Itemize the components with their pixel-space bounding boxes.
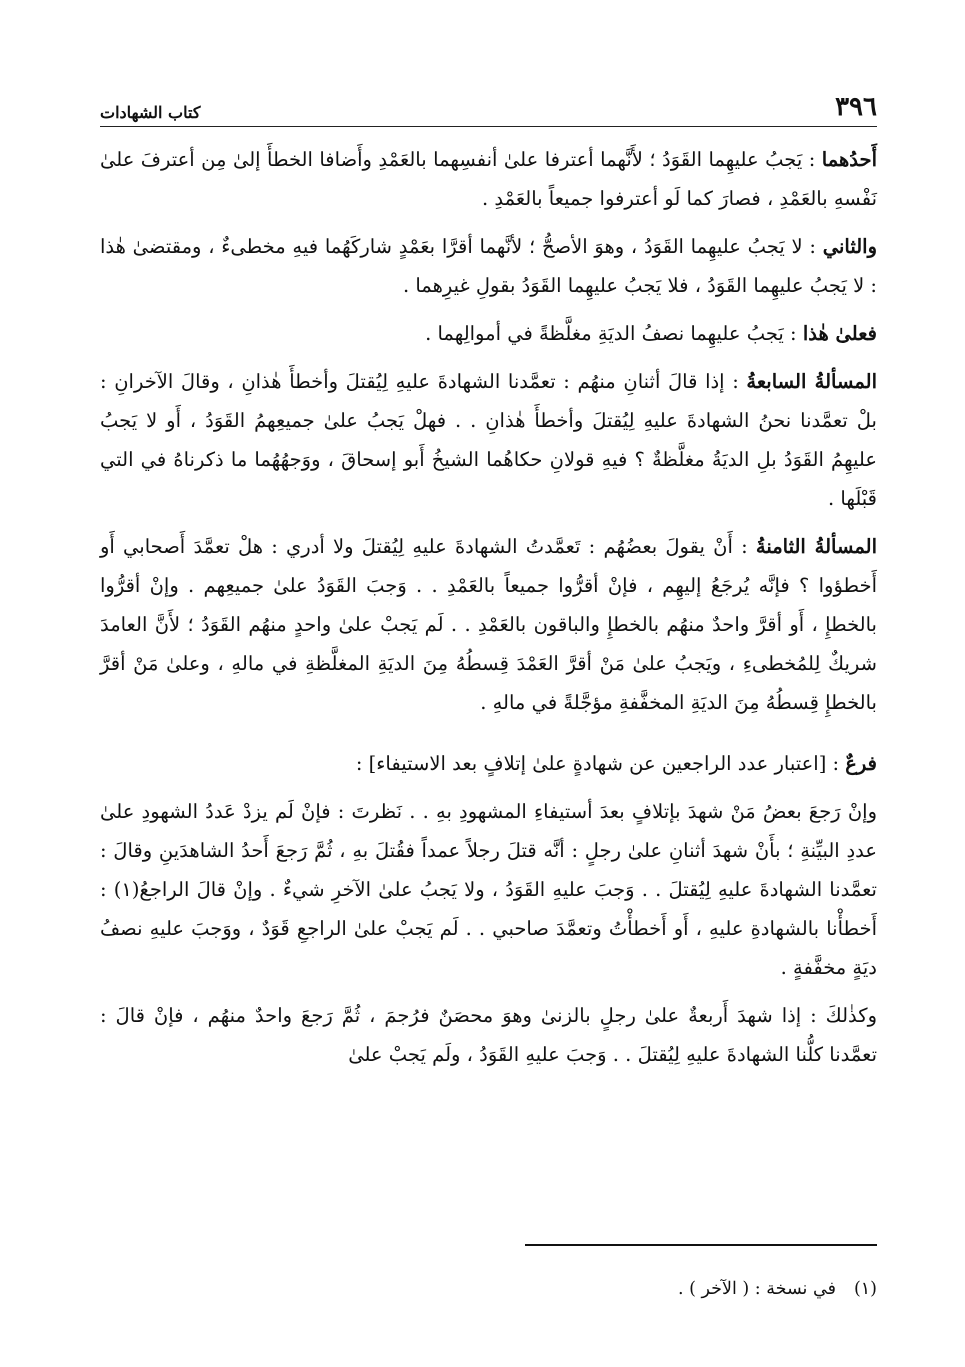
paragraph-text: وإنْ رَجعَ بعضُ مَنْ شهدَ بإتلافٍ بعدَ أستيفاءِ المشهودِ بهِ . . نَظرتَ : فإنْ لَم يزدْ عَددُ الشهودِ علىٰ عددِ البيِّنةِ ؛ بأَنْ شهدَ أثنانِ علىٰ رجلٍ : أنَّه قتلَ رجلاً عمداً فقُتلَ بهِ ، ثُمَّ رَجعَ أَحدُ الشاهدَينِ وقالَ : تعمَّدنا الشهادةَ عليهِ لِيُقتلَ . . وَجبَ عليهِ القَوَدُ ، ولا يَجبُ علىٰ الآخرِ شيءٌ . وإنْ قالَ الراجعُ(١) : أَخطأْنا بالشهادةِ عليهِ ، أَو أَخطأْتُ وتعمَّدَ صاحبي . . لَم يَجبْ علىٰ الراجعِ قَوَدٌ ، ووَجبَ عليهِ نصفُ ديَةٍ مخفَّفةٍ . [100,800,877,979]
paragraph [100,140,877,218]
paragraph-lead: أَحدُهما [821,148,877,171]
running-title: كتاب الشهادات [100,103,201,122]
paragraph-text: وكذٰلكَ : إذا شهدَ أَربعةٌ علىٰ رجلٍ بالزنىٰ وهوَ محصَنٌ فرُجمَ ، ثُمَّ رَجعَ واحدٌ منهُم ، فإنْ قالَ : تعمَّدنا كلُّنا الشهادةَ عليهِ لِيُقتلَ . . وَجبَ عليهِ القَوَدُ ، ولَم يَجبْ علىٰ [100,1004,877,1066]
paragraph-lead: المسألةُ السابعةُ [746,370,877,393]
main-text [100,140,877,1083]
page-header [100,86,877,122]
paragraph-text: : يَجبُ عليهِما القَوَدُ ؛ لأَنَّهما أعترفا علىٰ أنفسِهما بالعَمْدِ وأَضافا الخطأَ إلىٰ مِن أعترفَ علىٰ نَفْسهِ بالعَمْدِ ، فصارَ كما لَو أعترفوا جميعاً بالعَمْدِ . [100,148,877,210]
paragraph-lead: فرعٌ [845,752,877,775]
paragraph-text: : يَجبُ عليهِما نصفُ الديَةِ مغلَّظةً في أموالِهما . [425,322,803,345]
book-page [100,0,877,1367]
paragraph-text: : إذا قالَ أثنانِ منهُم : تعمَّدنا الشهادةَ عليهِ لِيُقتلَ وأخطأَ هٰذانِ ، وقالَ الآخرانِ : بلْ تعمَّدنا نحنُ الشهادةَ عليهِ لِيُقتلَ وأخطأَ هٰذانِ . . فهلْ يَجبُ علىٰ جميعِهمُ القَوَدُ ، أَو لا يَجبُ عليهِمُ القَوَدُ بلِ الديَةُ مغلَّظةٌ ؟ فيهِ قولانِ حكاهُما الشيخُ أَبو إسحاقَ ، ووَجهُهُما ما ذكرناهُ في التي قَبْلَها . [100,370,877,510]
paragraph-text: : أَنْ يقولَ بعضُهُم : تَعمَّدتُ الشهادةَ عليهِ لِيُقتلَ ولا أدري : هلْ تعمَّدَ أَصحابي أَو أَخطؤوا ؟ فإنَّه يُرجَعُ إليهِم ، فإنْ أقرُّوا جميعاً بالعَمْدِ . . وَجبَ القَوَدُ علىٰ جميعِهم . وإنْ أقرُّوا بالخطإِ ، أَو أقرَّ واحدٌ منهُم بالخطإِ والباقون بالعَمْدِ . . لَم يَجبْ علىٰ واحدٍ منهُم القَوَدُ ؛ لأَنَّ العامدَ شريكٌ لِلمُخطىءِ ، ويَجبُ علىٰ مَنْ أقرَّ العَمْدَ قِسطُهُ مِنَ الديَةِ المغلَّظةِ في مالهِ ، وعلىٰ مَنْ أقرَّ بالخطإِ قِسطُهُ مِنَ الديَةِ المخفَّفةِ مؤجَّلةً في مالهِ . [100,535,877,714]
paragraph [100,227,877,305]
paragraph [100,362,877,518]
footnote-number: (١) [853,1279,877,1299]
paragraph-lead: المسألةُ الثامنةُ [755,535,877,558]
footnote [100,1275,877,1303]
footnote-rule [525,1244,877,1246]
paragraph [100,996,877,1074]
paragraph [100,527,877,722]
header-rule [100,126,877,127]
paragraph [100,792,877,987]
paragraph-text: : لا يَجبُ عليهِما القَوَدُ ، وهوَ الأصحُّ ؛ لأنَّهما أقرَّا بعَمْدٍ شاركَهُما فيهِ مخطىءٌ ، ومقتضىٰ هٰذا : لا يَجبُ عليهِما القَوَدُ ، فلا يَجبُ عليهِما القَوَدُ بقولِ غيرِهما . [100,235,877,297]
paragraph [100,314,877,353]
paragraph-text: : [اعتبار عدد الراجعين عن شهادةٍ علىٰ إتلافٍ بعد الاستيفاء] : [355,752,846,775]
page-number: ٣٩٦ [835,92,877,122]
paragraph-lead: فعلىٰ هٰذا [802,322,877,345]
paragraph-lead: والثاني [822,235,877,258]
section-heading [100,744,877,783]
footnote-text: في نسخة : ( الآخر ) . [678,1279,836,1299]
